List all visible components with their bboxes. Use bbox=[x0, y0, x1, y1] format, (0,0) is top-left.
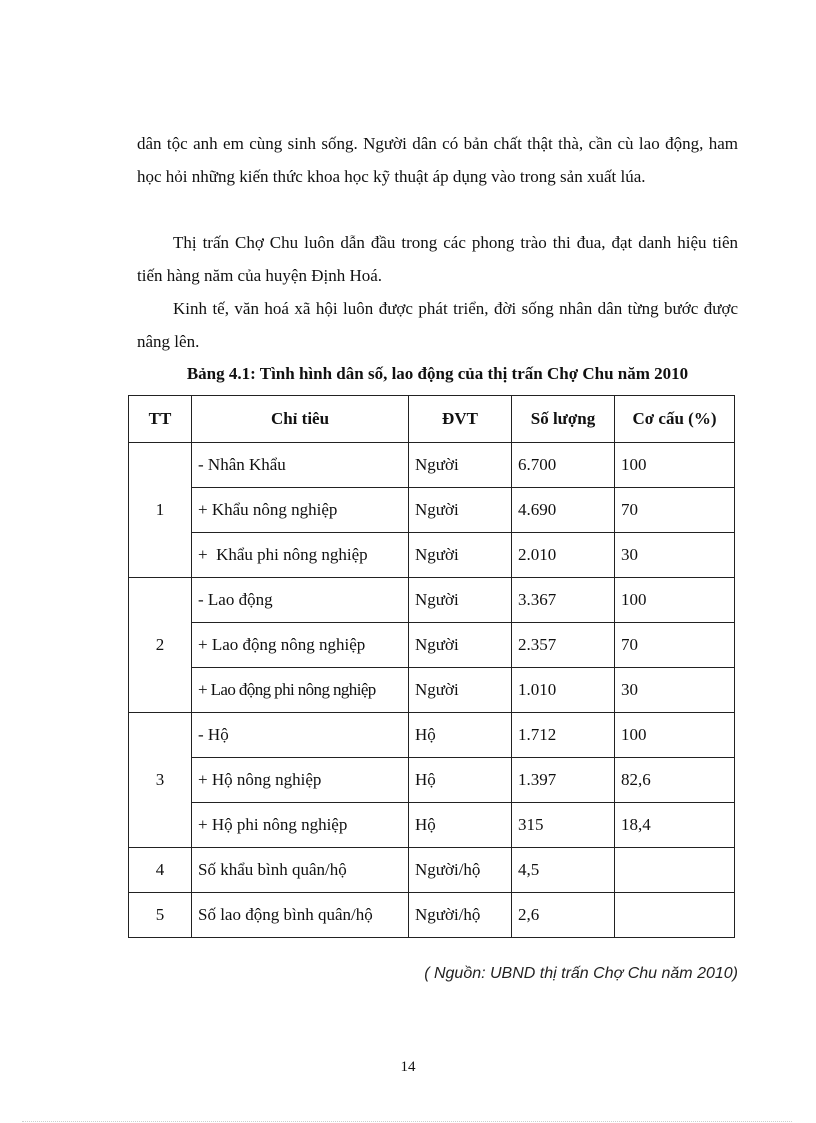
cell-structure bbox=[615, 893, 735, 938]
cell-quantity: 2.357 bbox=[512, 623, 615, 668]
table-row bbox=[129, 488, 735, 533]
body-paragraph-2: Thị trấn Chợ Chu luôn dẫn đầu trong các phong trào thi đua, đạt danh hiệu tiên tiến hàng năm của huyện Định Hoá. bbox=[137, 233, 738, 285]
cell-indicator: + Khẩu phi nông nghiệp bbox=[192, 533, 409, 578]
cell-quantity: 2,6 bbox=[512, 893, 615, 938]
cell-structure bbox=[615, 848, 735, 893]
population-labor-table bbox=[128, 395, 735, 938]
table-row bbox=[129, 713, 735, 758]
cell-unit: Hộ bbox=[409, 758, 512, 803]
cell-tt: 3 bbox=[129, 713, 192, 848]
cell-unit: Hộ bbox=[409, 803, 512, 848]
page-number: 14 bbox=[400, 1059, 416, 1075]
cell-quantity: 1.397 bbox=[512, 758, 615, 803]
cell-indicator: Số khẩu bình quân/hộ bbox=[192, 848, 409, 893]
cell-quantity: 4,5 bbox=[512, 848, 615, 893]
cell-indicator: - Nhân Khẩu bbox=[192, 443, 409, 488]
cell-structure: 18,4 bbox=[615, 803, 735, 848]
table-caption: Bảng 4.1: Tình hình dân số, lao động của thị trấn Chợ Chu năm 2010 bbox=[186, 364, 689, 383]
cell-structure: 100 bbox=[615, 578, 735, 623]
cell-indicator: + Hộ nông nghiệp bbox=[192, 758, 409, 803]
cell-unit: Hộ bbox=[409, 713, 512, 758]
table-source-note: ( Nguồn: UBND thị trấn Chợ Chu năm 2010) bbox=[424, 965, 738, 982]
body-paragraph-1: dân tộc anh em cùng sinh sống. Người dân có bản chất thật thà, cần cù lao động, ham học hỏi những kiến thức khoa học kỹ thuật áp dụng vào trong sản xuất lúa. bbox=[137, 134, 738, 186]
cell-structure: 30 bbox=[615, 668, 735, 713]
header-structure: Cơ cấu (%) bbox=[615, 396, 735, 443]
cell-tt: 2 bbox=[129, 578, 192, 713]
cell-structure: 100 bbox=[615, 713, 735, 758]
table-row bbox=[129, 443, 735, 488]
header-quantity: Số lượng bbox=[512, 396, 615, 443]
cell-structure: 100 bbox=[615, 443, 735, 488]
header-indicator: Chỉ tiêu bbox=[192, 396, 409, 443]
cell-indicator: - Lao động bbox=[192, 578, 409, 623]
table-row bbox=[129, 893, 735, 938]
cell-unit: Người bbox=[409, 668, 512, 713]
cell-indicator: + Lao động phi nông nghiệp bbox=[192, 668, 409, 713]
cell-structure: 70 bbox=[615, 488, 735, 533]
cell-indicator: Số lao động bình quân/hộ bbox=[192, 893, 409, 938]
cell-indicator: + Lao động nông nghiệp bbox=[192, 623, 409, 668]
table-row bbox=[129, 623, 735, 668]
table-header-row bbox=[129, 396, 735, 443]
body-paragraph-3: Kinh tế, văn hoá xã hội luôn được phát triển, đời sống nhân dân từng bước được nâng lên. bbox=[137, 299, 738, 351]
cell-tt: 1 bbox=[129, 443, 192, 578]
table-row bbox=[129, 848, 735, 893]
cell-unit: Người bbox=[409, 533, 512, 578]
table-row bbox=[129, 668, 735, 713]
table-row bbox=[129, 803, 735, 848]
cell-indicator: - Hộ bbox=[192, 713, 409, 758]
cell-quantity: 1.010 bbox=[512, 668, 615, 713]
cell-unit: Người bbox=[409, 578, 512, 623]
cell-unit: Người/hộ bbox=[409, 893, 512, 938]
table-row bbox=[129, 758, 735, 803]
cell-tt: 5 bbox=[129, 893, 192, 938]
cell-structure: 30 bbox=[615, 533, 735, 578]
cell-structure: 82,6 bbox=[615, 758, 735, 803]
cell-quantity: 4.690 bbox=[512, 488, 615, 533]
cell-structure: 70 bbox=[615, 623, 735, 668]
cell-quantity: 1.712 bbox=[512, 713, 615, 758]
cell-quantity: 315 bbox=[512, 803, 615, 848]
cell-unit: Người bbox=[409, 443, 512, 488]
cell-quantity: 2.010 bbox=[512, 533, 615, 578]
header-tt: TT bbox=[129, 396, 192, 443]
page-bottom-divider bbox=[22, 1121, 792, 1122]
table-row bbox=[129, 533, 735, 578]
cell-quantity: 3.367 bbox=[512, 578, 615, 623]
cell-quantity: 6.700 bbox=[512, 443, 615, 488]
cell-unit: Người bbox=[409, 623, 512, 668]
cell-indicator: + Hộ phi nông nghiệp bbox=[192, 803, 409, 848]
cell-indicator: + Khẩu nông nghiệp bbox=[192, 488, 409, 533]
table-row bbox=[129, 578, 735, 623]
header-unit: ĐVT bbox=[409, 396, 512, 443]
cell-unit: Người/hộ bbox=[409, 848, 512, 893]
cell-tt: 4 bbox=[129, 848, 192, 893]
cell-unit: Người bbox=[409, 488, 512, 533]
